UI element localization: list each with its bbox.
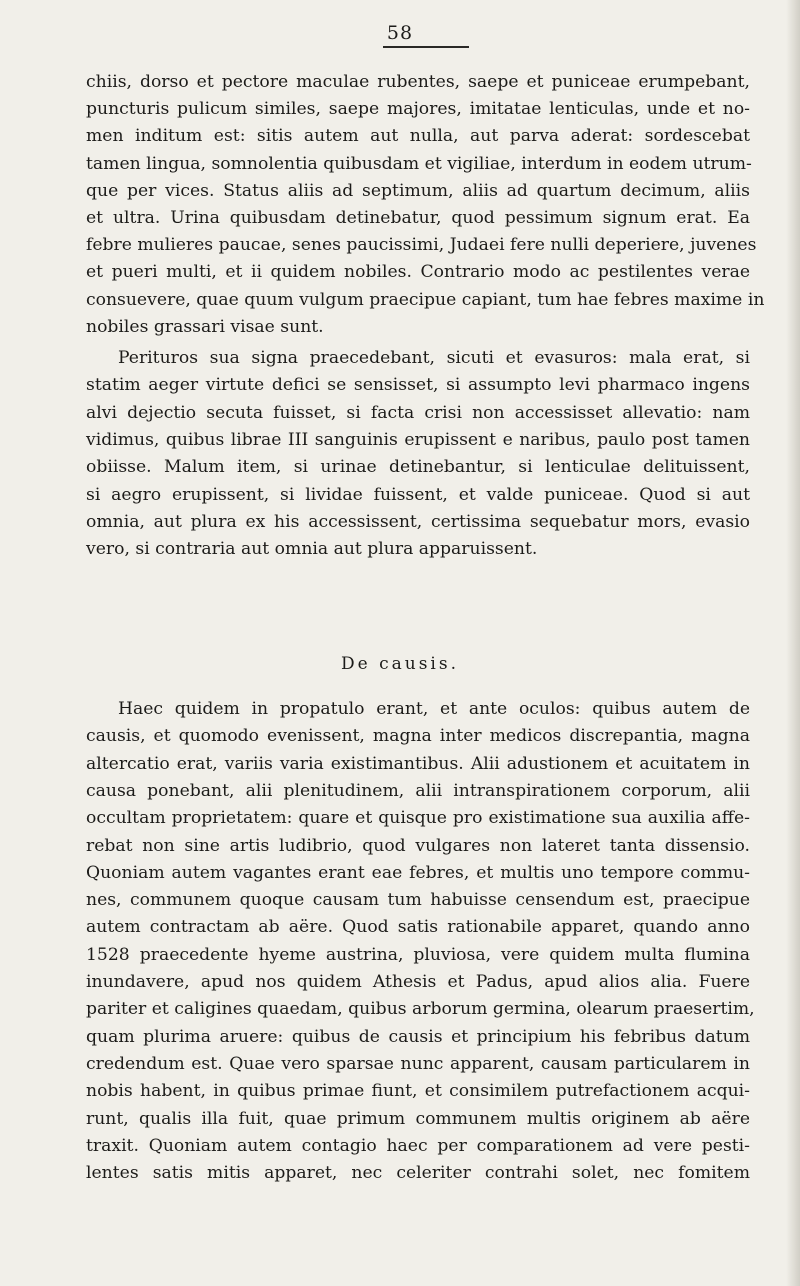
text-line: causa ponebant, alii plenitudinem, alii intranspirationem corporum, alii [86, 780, 750, 801]
text-line: nobis habent, in quibus primae fiunt, et consimilem putrefactionem acqui- [86, 1081, 750, 1102]
text-line: men inditum est: sitis autem aut nulla, aut parva aderat: sordescebat [86, 126, 750, 147]
text-line: occultam proprietatem: quare et quisque pro existimatione sua auxilia affe- [86, 808, 750, 829]
text-line: tamen lingua, somnolentia quibusdam et vigiliae, interdum in eodem utrum- [86, 153, 752, 174]
text-line: traxit. Quoniam autem contagio haec per comparationem ad vere pesti- [86, 1135, 750, 1156]
text-line: lentes satis mitis apparet, nec celeriter contrahi solet, nec fomitem [86, 1163, 750, 1184]
text-line: puncturis pulicum similes, saepe majores, imitatae lenticulas, unde et no- [86, 99, 750, 120]
text-line: quam plurima aruere: quibus de causis et principium his febribus datum [86, 1026, 750, 1047]
page-edge-shadow [786, 0, 800, 1286]
text-line: consuevere, quae quum vulgum praecipue capiant, tum hae febres maxime in [86, 289, 765, 310]
text-line: si aegro erupissent, si lividae fuissent, et valde puniceae. Quod si aut [86, 484, 750, 505]
text-line: causis, et quomodo evenissent, magna inter medicos discrepantia, magna [86, 726, 750, 747]
text-line: rebat non sine artis ludibrio, quod vulgares non lateret tanta dissensio. [86, 835, 750, 856]
text-line: runt, qualis illa fuit, quae primum communem multis originem ab aëre [86, 1108, 750, 1129]
text-line: omnia, aut plura ex his accessissent, certissima sequebatur mors, evasio [86, 511, 750, 532]
text-line: vero, si contraria aut omnia aut plura apparuissent. [86, 539, 538, 560]
text-line: alvi dejectio secuta fuisset, si facta crisi non accessisset allevatio: nam [86, 402, 750, 423]
text-line: Haec quidem in propatulo erant, et ante oculos: quibus autem de [118, 699, 750, 719]
page-number: 58 [386, 22, 414, 44]
text-line: vidimus, quibus librae III sanguinis erupissent e naribus, paulo post tamen [86, 429, 750, 450]
text-line: autem contractam ab aëre. Quod satis rationabile apparet, quando anno [86, 917, 750, 938]
text-line: credendum est. Quae vero sparsae nunc apparent, causam particularem in [86, 1053, 750, 1074]
text-line: Perituros sua signa praecedebant, sicuti et evasuros: mala erat, si [118, 348, 750, 368]
page-number-rule [383, 46, 469, 48]
text-line: obiisse. Malum item, si urinae detinebantur, si lenticulae delituissent, [86, 457, 750, 478]
text-line: et pueri multi, et ii quidem nobiles. Contrario modo ac pestilentes verae [86, 262, 750, 283]
text-line: pariter et caligines quaedam, quibus arborum germina, olearum praesertim, [86, 999, 755, 1020]
text-line: 1528 praecedente hyeme austrina, pluviosa, vere quidem multa flumina [86, 944, 750, 965]
text-line: nobiles grassari visae sunt. [86, 316, 324, 337]
text-line: statim aeger virtute defici se sensisset, si assumpto levi pharmaco ingens [86, 375, 750, 396]
text-line: febre mulieres paucae, senes paucissimi, Judaei fere nulli deperiere, juvenes [86, 235, 757, 256]
text-line: que per vices. Status aliis ad septimum, aliis ad quartum decimum, aliis [86, 180, 750, 201]
text-line: Quoniam autem vagantes erant eae febres, et multis uno tempore commu- [86, 862, 750, 883]
text-line: et ultra. Urina quibusdam detinebatur, quod pessimum signum erat. Ea [86, 208, 750, 228]
text-line: altercatio erat, variis varia existimantibus. Alii adustionem et acuitatem in [86, 753, 750, 774]
section-heading: De causis. [341, 654, 459, 674]
text-line: chiis, dorso et pectore maculae rubentes, saepe et puniceae erumpebant, [86, 72, 750, 92]
text-line: nes, communem quoque causam tum habuisse censendum est, praecipue [86, 890, 750, 911]
text-line: inundavere, apud nos quidem Athesis et Padus, apud alios alia. Fuere [86, 972, 750, 992]
